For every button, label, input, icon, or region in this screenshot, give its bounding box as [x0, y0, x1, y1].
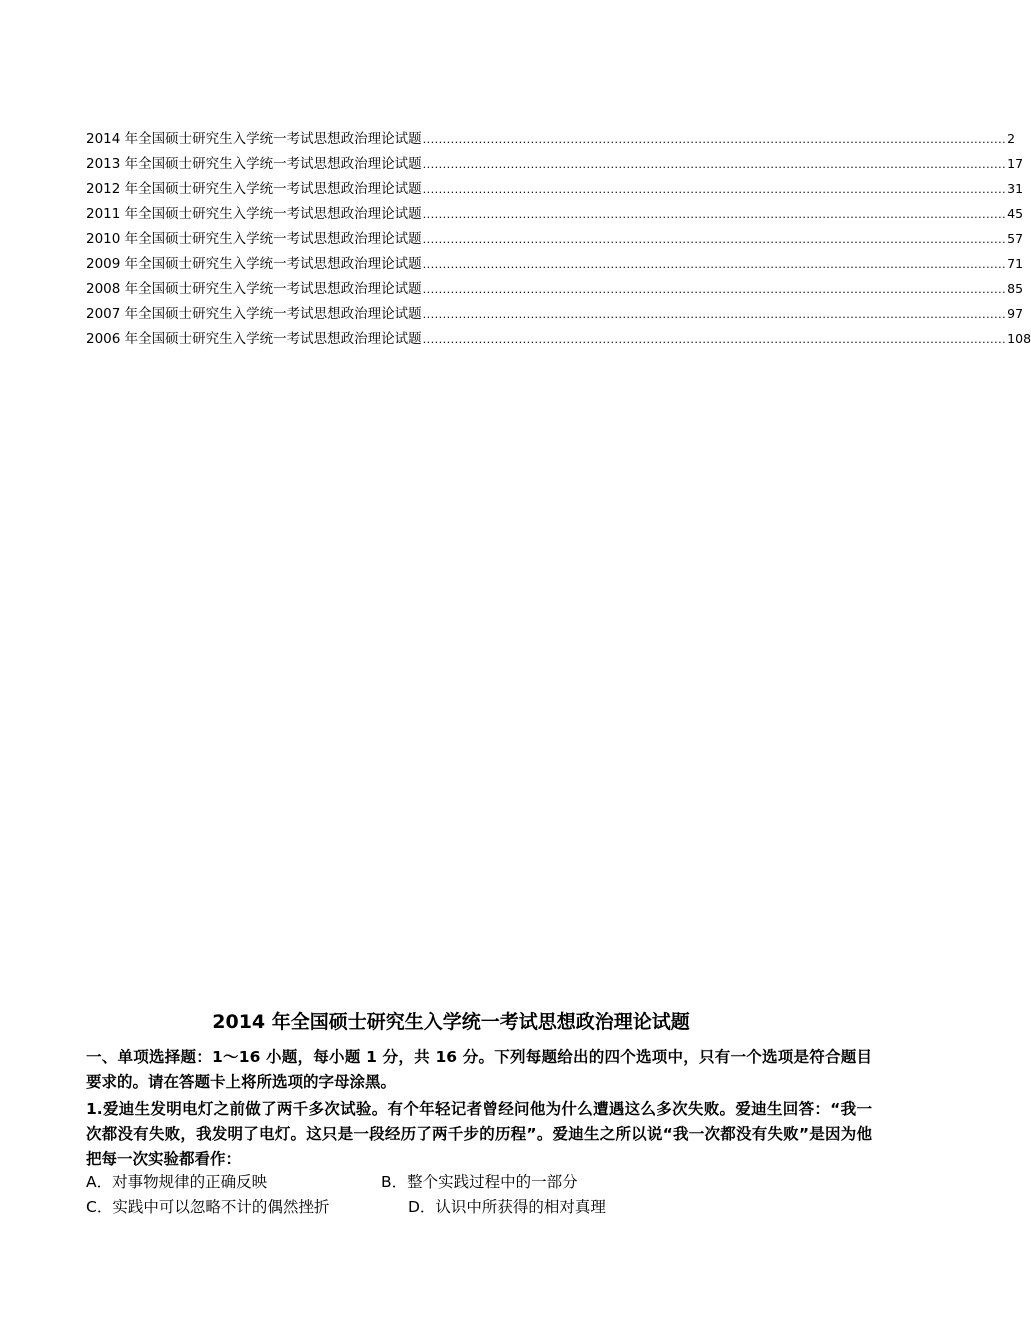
toc-leader-dots: .................................................................................................................................................. — [422, 208, 1007, 221]
toc-entry-page: 97 — [1007, 306, 1024, 321]
toc-leader-dots: .................................................................................................................................................. — [422, 158, 1007, 171]
toc-entry-page: 2 — [1007, 131, 1016, 146]
toc-leader-dots: .................................................................................................................................................. — [422, 258, 1007, 271]
toc-entry-page: 85 — [1007, 281, 1024, 296]
toc-leader-dots: .................................................................................................................................................. — [422, 283, 1007, 296]
toc-entry-title: 2007 年全国硕士研究生入学统一考试思想政治理论试题 — [86, 306, 422, 322]
toc-entry-title: 2011 年全国硕士研究生入学统一考试思想政治理论试题 — [86, 206, 422, 222]
toc-leader-dots: .................................................................................................................................................. — [422, 308, 1007, 321]
question-1-stem: 1.爱迪生发明电灯之前做了两千多次试验。有个年轻记者曾经问他为什么遭遇这么多次失败。爱迪生回答：“我一次都没有失败，我发明了电灯。这只是一段经历了两千步的历程”。爱迪生之所以说“我一次都没有失败”是因为他把每一次实验都看作： — [86, 1100, 872, 1168]
exam-title: 2014 年全国硕士研究生入学统一考试思想政治理论试题 — [212, 1011, 690, 1033]
toc-entry[interactable] — [86, 151, 1024, 176]
toc-entry-page: 57 — [1007, 231, 1024, 246]
toc-entry-page: 71 — [1007, 256, 1024, 271]
option-b: B．整个实践过程中的一部分 — [381, 1173, 578, 1191]
toc-entry-title: 2008 年全国硕士研究生入学统一考试思想政治理论试题 — [86, 281, 422, 297]
option-row — [86, 1170, 872, 1195]
toc-leader-dots: .................................................................................................................................................. — [422, 133, 1007, 146]
toc-entry-title: 2013 年全国硕士研究生入学统一考试思想政治理论试题 — [86, 156, 422, 172]
toc-entry-title: 2010 年全国硕士研究生入学统一考试思想政治理论试题 — [86, 231, 422, 247]
toc-entry[interactable] — [86, 301, 1024, 326]
option-c: C．实践中可以忽略不计的偶然挫折 — [86, 1198, 330, 1216]
toc-entry-title: 2014 年全国硕士研究生入学统一考试思想政治理论试题 — [86, 131, 422, 147]
toc-entry[interactable] — [86, 326, 1031, 351]
toc-entry-title: 2012 年全国硕士研究生入学统一考试思想政治理论试题 — [86, 181, 422, 197]
toc-entry-title: 2006 年全国硕士研究生入学统一考试思想政治理论试题 — [86, 331, 422, 347]
toc-entry[interactable] — [86, 251, 1024, 276]
option-a: A．对事物规律的正确反映 — [86, 1173, 268, 1191]
toc-entry[interactable] — [86, 176, 1024, 201]
table-of-contents — [86, 126, 1031, 351]
toc-entry-page: 17 — [1007, 156, 1024, 171]
toc-entry-page: 45 — [1007, 206, 1024, 221]
toc-entry-page: 31 — [1007, 181, 1024, 196]
option-d: D．认识中所获得的相对真理 — [408, 1198, 606, 1216]
section-header: 一、单项选择题：1～16 小题，每小题 1 分，共 16 分。下列每题给出的四个选项中，只有一个选项是符合题目要求的。请在答题卡上将所选项的字母涂黑。 — [86, 1048, 872, 1091]
toc-leader-dots: .................................................................................................................................................. — [422, 183, 1007, 196]
toc-leader-dots: .................................................................................................................................................. — [422, 233, 1007, 246]
toc-entry[interactable] — [86, 126, 1016, 151]
toc-entry[interactable] — [86, 226, 1024, 251]
toc-entry[interactable] — [86, 276, 1024, 301]
toc-leader-dots: .................................................................................................................................................. — [422, 333, 1007, 346]
question-1-options — [86, 1170, 872, 1220]
toc-entry[interactable] — [86, 201, 1024, 226]
toc-entry-page: 108 — [1007, 331, 1031, 346]
option-row — [86, 1195, 872, 1220]
toc-entry-title: 2009 年全国硕士研究生入学统一考试思想政治理论试题 — [86, 256, 422, 272]
